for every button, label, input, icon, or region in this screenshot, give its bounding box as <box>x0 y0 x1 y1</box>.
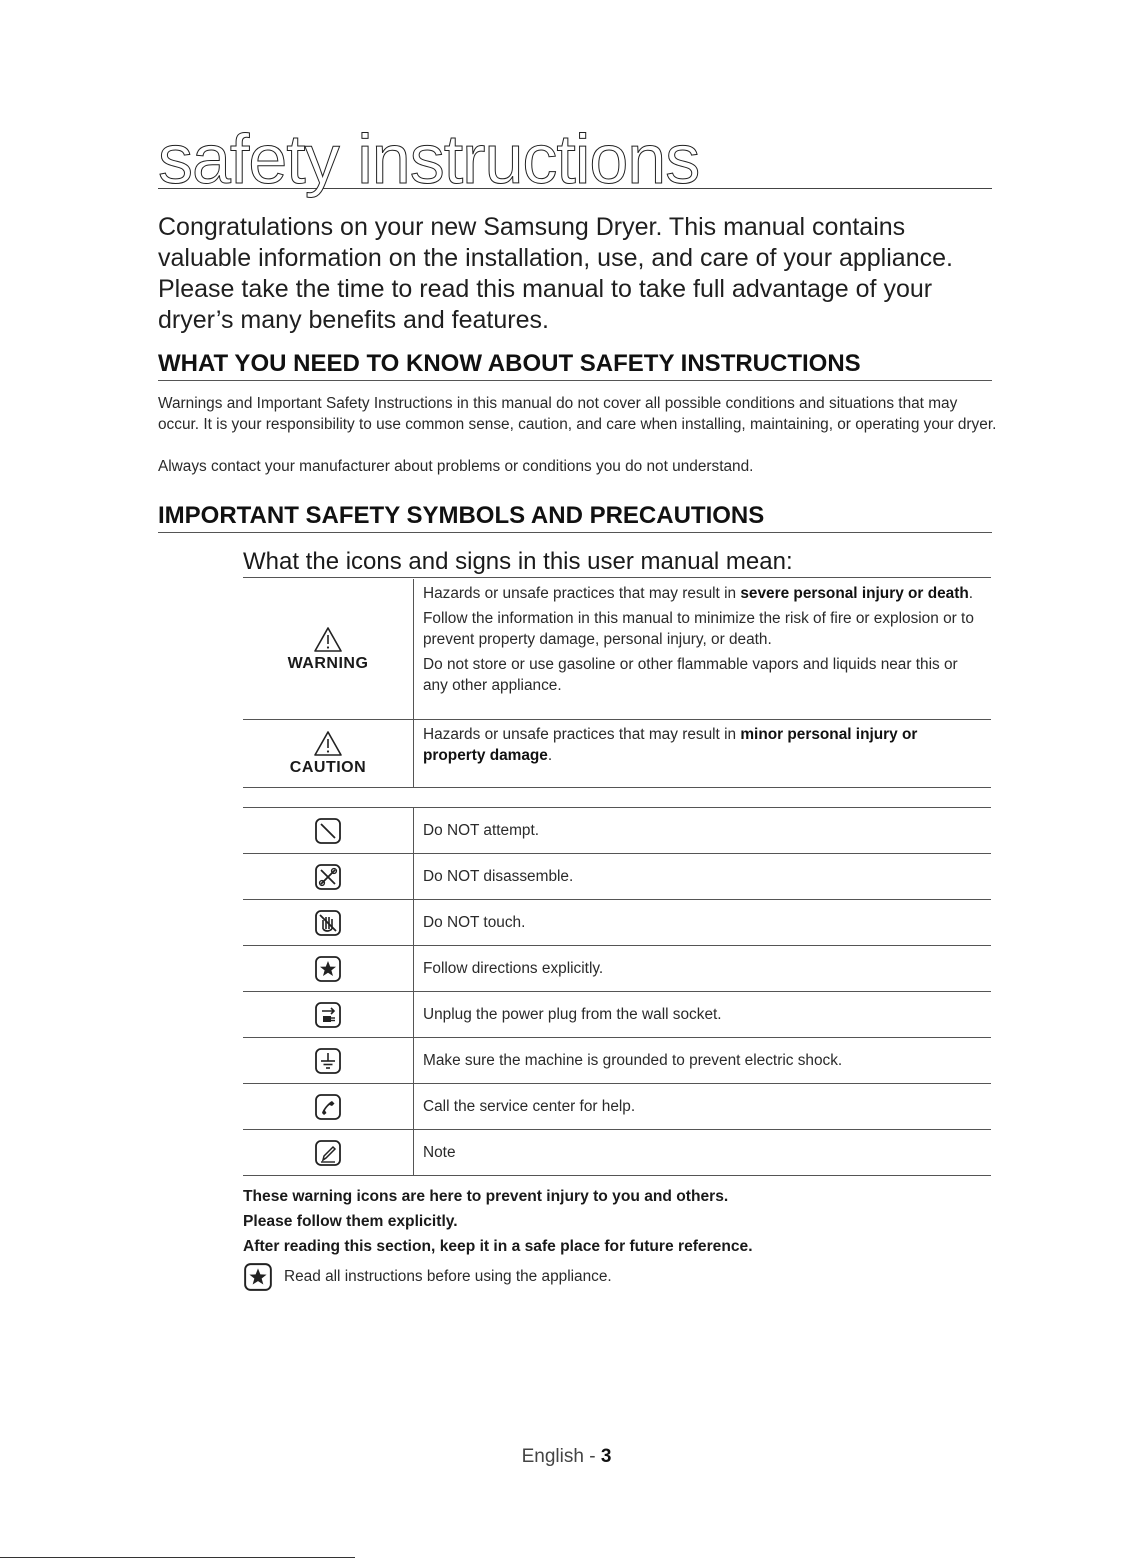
unplug-icon <box>314 1001 342 1029</box>
warning-cell <box>243 579 414 719</box>
section-heading-symbols: IMPORTANT SAFETY SYMBOLS AND PRECAUTIONS <box>158 502 992 533</box>
warning-description <box>423 583 981 700</box>
symbol-text: Do NOT attempt. <box>423 821 540 839</box>
warning-row <box>243 579 991 720</box>
no-touch-icon <box>314 909 342 937</box>
table-row <box>243 1084 991 1130</box>
note-icon <box>314 1139 342 1167</box>
caution-row <box>243 720 991 788</box>
symbol-text: Make sure the machine is grounded to prevent electric shock. <box>423 1051 843 1069</box>
symbol-text: Note <box>423 1143 456 1161</box>
read-all-text: Read all instructions before using the appliance. <box>284 1268 612 1285</box>
table-row <box>243 854 991 900</box>
symbol-text: Unplug the power plug from the wall socket. <box>423 1005 722 1023</box>
symbol-text: Call the service center for help. <box>423 1097 636 1115</box>
table-row <box>243 1130 991 1176</box>
bottom-divider <box>0 1557 355 1558</box>
closing-line-1: These warning icons are here to prevent injury to you and others. <box>243 1188 729 1205</box>
symbol-text: Follow directions explicitly. <box>423 959 604 977</box>
warnings-paragraph: Warnings and Important Safety Instructions in this manual do not cover all possible conditions and situations that may occur. It is your responsibility to use common sense, caution, and care when installing, maintaining, or operating your dryer. <box>158 395 997 433</box>
section-heading-safety-instructions: WHAT YOU NEED TO KNOW ABOUT SAFETY INSTRUCTIONS <box>158 350 992 381</box>
table-row <box>243 1038 991 1084</box>
warning-line-2: Follow the information in this manual to minimize the risk of fire or explosion or to prevent property damage, personal injury, or death. <box>423 610 974 648</box>
page-number: 3 <box>600 1446 612 1467</box>
table-row <box>243 946 991 992</box>
read-all-note <box>243 1262 612 1292</box>
service-call-icon <box>314 1093 342 1121</box>
follow-directions-icon <box>314 955 342 983</box>
closing-statements <box>243 1184 991 1259</box>
ground-icon <box>314 1047 342 1075</box>
warning-line-3: Do not store or use gasoline or other flammable vapors and liquids near this or any other appliance. <box>423 656 958 694</box>
caution-cell <box>243 720 414 787</box>
symbol-table <box>243 807 991 1176</box>
table-row <box>243 900 991 946</box>
footer-language: English - <box>521 1446 601 1467</box>
no-disassemble-icon <box>314 863 342 891</box>
caution-line: Hazards or unsafe practices that may result in minor personal injury or property damage. <box>423 726 918 764</box>
icons-subtitle: What the icons and signs in this user manual mean: <box>243 548 991 578</box>
intro-paragraph: Congratulations on your new Samsung Dryer. This manual contains valuable information on the installation, use, and care of your appliance. Please take the time to read this manual to take full advantage of your dryer’s many benefits and features. <box>158 213 953 334</box>
table-row <box>243 992 991 1038</box>
symbol-text: Do NOT touch. <box>423 913 526 931</box>
caution-label: CAUTION <box>289 759 367 776</box>
page-footer <box>0 1446 1133 1468</box>
warning-label: WARNING <box>287 654 369 672</box>
table-row <box>243 808 991 854</box>
closing-line-2: Please follow them explicitly. <box>243 1213 458 1230</box>
closing-line-3: After reading this section, keep it in a safe place for future reference. <box>243 1238 753 1255</box>
symbol-text: Do NOT disassemble. <box>423 867 574 885</box>
prohibition-icon <box>314 817 342 845</box>
warning-line-1: Hazards or unsafe practices that may result in severe personal injury or death. <box>423 585 974 602</box>
contact-paragraph: Always contact your manufacturer about problems or conditions you do not understand. <box>158 458 754 475</box>
follow-directions-icon <box>243 1262 273 1292</box>
caution-triangle-icon <box>313 730 343 757</box>
page-title: safety instructions <box>158 128 992 189</box>
caution-description <box>423 724 981 770</box>
warning-triangle-icon <box>313 626 343 653</box>
